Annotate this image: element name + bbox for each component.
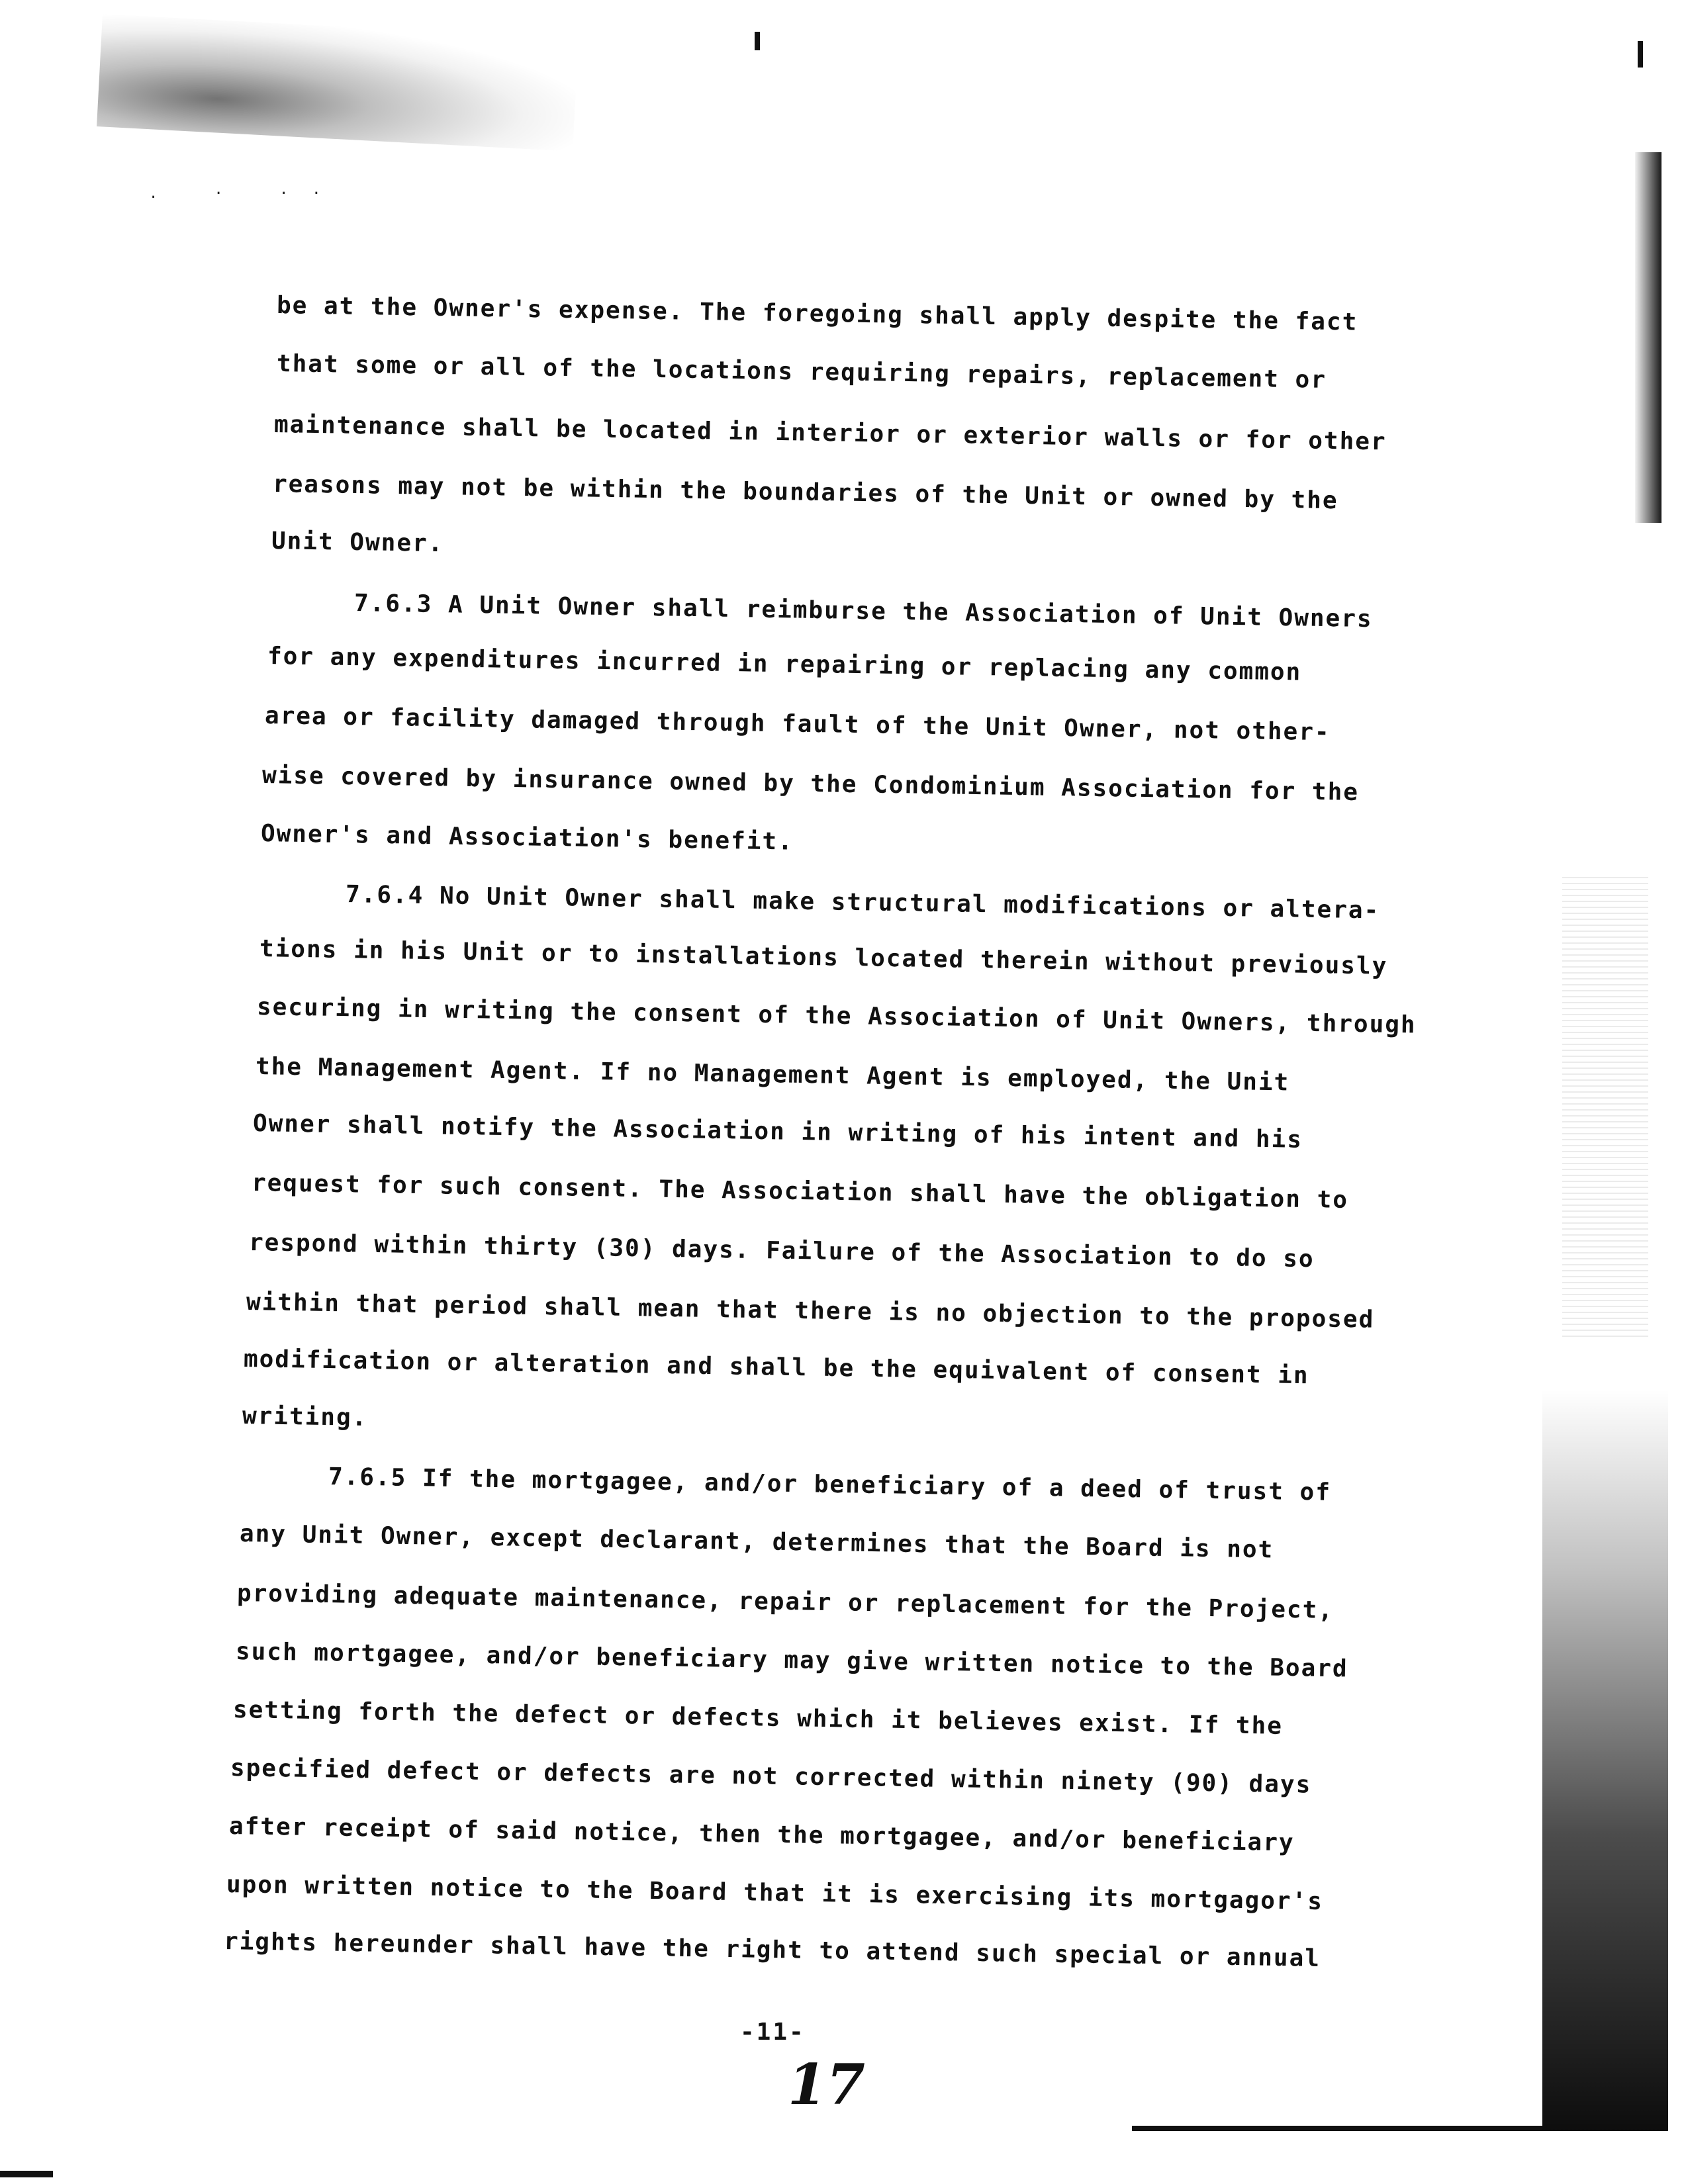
page-number: -11- — [740, 2019, 806, 2046]
body-line: specified defect or defects are not corrected within ninety (90) days — [230, 1754, 1312, 1799]
scan-edge-shadow-lower — [1542, 1390, 1668, 2131]
body-line: tions in his Unit or to installations located therein without previously — [259, 935, 1388, 980]
scan-bottom-rule — [1132, 2126, 1542, 2131]
body-line: Owner's and Association's benefit. — [260, 820, 794, 856]
section-heading-line: 7.6.5 If the mortgagee, and/or beneficiary of a deed of trust of — [328, 1463, 1332, 1506]
body-line: such mortgagee, and/or beneficiary may give written notice to the Board — [235, 1638, 1348, 1683]
body-line: any Unit Owner, except declarant, determines that the Board is not — [239, 1520, 1274, 1564]
scan-edge-noise — [1562, 874, 1648, 1337]
scan-smudge — [97, 14, 579, 151]
body-line: area or facility damaged through fault of the Unit Owner, not other- — [264, 702, 1331, 747]
scan-bottom-left-mark — [0, 2171, 53, 2177]
body-line: modification or alteration and shall be the equivalent of consent in — [243, 1345, 1309, 1390]
body-line: for any expenditures incurred in repairing or replacing any common — [267, 643, 1302, 686]
body-line: request for such consent. The Association shall have the obligation to — [251, 1169, 1349, 1214]
scan-specks: . · ·· — [149, 185, 345, 202]
body-line: be at the Owner's expense. The foregoing shall apply despite the fact — [276, 292, 1358, 336]
body-line: Owner shall notify the Association in writing of his intent and his — [252, 1110, 1303, 1154]
scan-mark-top — [755, 32, 760, 50]
body-line: within that period shall mean that there is no objection to the proposed — [246, 1289, 1375, 1334]
section-heading-line: 7.6.4 No Unit Owner shall make structural modifications or altera- — [345, 881, 1380, 925]
body-line: maintenance shall be located in interior or exterior walls or for other — [273, 411, 1387, 456]
scan-mark-top-right — [1638, 41, 1643, 68]
scan-edge-shadow-upper — [1635, 152, 1661, 523]
body-line: the Management Agent. If no Management Agent is employed, the Unit — [255, 1053, 1290, 1097]
section-heading-line: 7.6.3 A Unit Owner shall reimburse the Association of Unit Owners — [353, 590, 1373, 633]
body-line: Unit Owner. — [271, 527, 444, 558]
body-line: providing adequate maintenance, repair or replacement for the Project, — [236, 1580, 1334, 1625]
body-line: that some or all of the locations requiring repairs, replacement or — [276, 350, 1327, 394]
handwritten-page-number: 17 — [788, 2052, 865, 2117]
body-line: reasons may not be within the boundaries of the Unit or owned by the — [272, 471, 1338, 515]
body-line: rights hereunder shall have the right to attend such special or annual — [223, 1928, 1321, 1973]
body-line: writing. — [242, 1402, 368, 1432]
body-line: setting forth the defect or defects which it believes exist. If the — [232, 1696, 1284, 1740]
body-line: wise covered by insurance owned by the Condominium Association for the — [261, 762, 1360, 807]
body-line: securing in writing the consent of the Association of Unit Owners, through — [256, 993, 1417, 1039]
body-line: after receipt of said notice, then the mortgagee, and/or beneficiary — [228, 1813, 1295, 1857]
body-line: upon written notice to the Board that it is exercising its mortgagor's — [226, 1871, 1324, 1916]
body-line: respond within thirty (30) days. Failure of the Association to do so — [248, 1229, 1315, 1273]
